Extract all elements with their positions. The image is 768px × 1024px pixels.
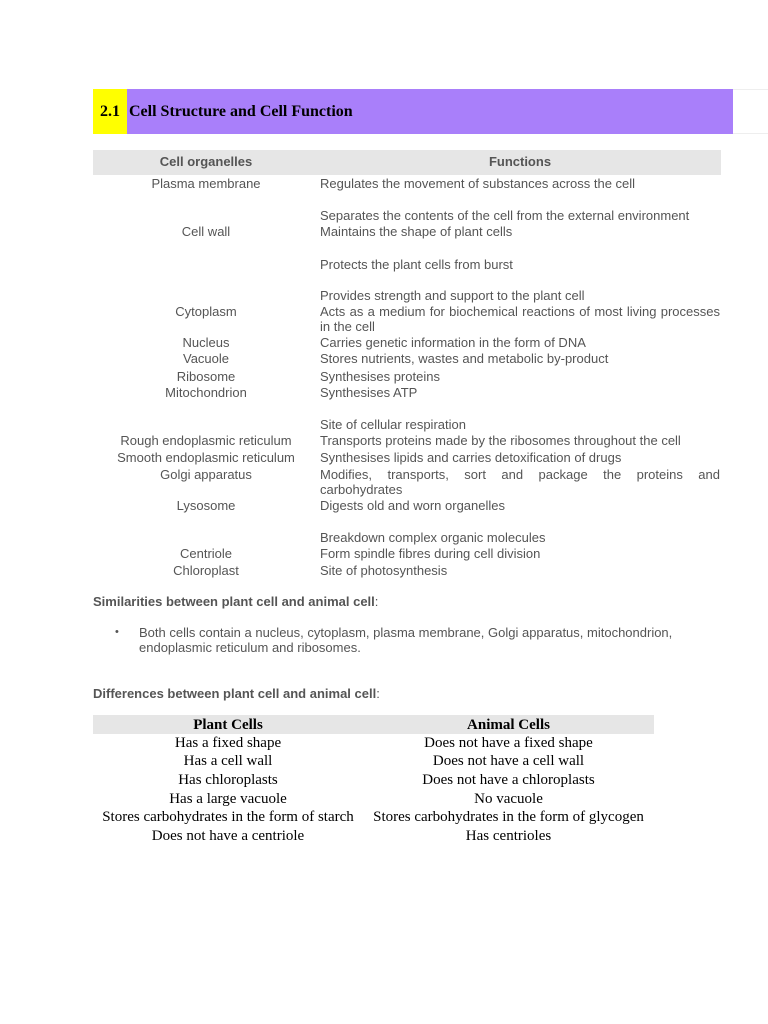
function-text: Transports proteins made by the ribosomes throughout the cell (320, 433, 681, 448)
function-text: Synthesises lipids and carries detoxification of drugs (320, 450, 622, 465)
function-text: Breakdown complex organic molecules (320, 530, 546, 545)
organelles-table-header (93, 150, 721, 175)
function-text: Provides strength and support to the plant cell (320, 288, 585, 303)
section-number: 2.1 (93, 89, 127, 134)
organelle-cell-wall: Cell wall (181, 224, 231, 239)
organelle-golgi-apparatus: Golgi apparatus (160, 467, 252, 482)
differences-label: Differences between plant cell and animal cell (93, 686, 377, 701)
function-text: Synthesises proteins (320, 369, 440, 384)
similarities-colon: : (374, 594, 379, 609)
heading-bar-extension (733, 89, 768, 134)
similarities-list-item: Both cells contain a nucleus, cytoplasm, plasma membrane, Golgi apparatus, mitochondrion, endoplasmic reticulum and ribosomes. (139, 625, 673, 655)
organelle-centriole: Centriole (179, 546, 233, 561)
function-text: Acts as a medium for biochemical reactions of most living processes in the cell (320, 304, 720, 334)
column-header-animal-cells: Animal Cells (467, 717, 550, 733)
organelle-chloroplast: Chloroplast (173, 563, 239, 578)
function-text: Synthesises ATP (320, 385, 418, 400)
column-header-plant-cells: Plant Cells (193, 717, 263, 733)
function-text: Separates the contents of the cell from the external environment (320, 208, 690, 223)
plant-cell-cell: Does not have a centriole (151, 828, 305, 844)
function-text: Stores nutrients, wastes and metabolic by-product (320, 351, 609, 366)
organelle-lysosome: Lysosome (176, 498, 236, 513)
plant-cell-cell: Has a fixed shape (174, 735, 282, 751)
function-text: Carries genetic information in the form of DNA (320, 335, 586, 350)
bullet-icon: • (115, 626, 119, 638)
organelle-rough-er: Rough endoplasmic reticulum (120, 433, 292, 448)
function-text: Site of cellular respiration (320, 417, 466, 432)
plant-cell-cell: Has a large vacuole (169, 791, 287, 807)
function-text: Modifies, transports, sort and package the proteins and carbohydrates (320, 467, 720, 497)
differences-colon: : (376, 686, 380, 701)
function-text: Site of photosynthesis (320, 563, 448, 578)
section-heading (93, 89, 733, 134)
animal-cell-cell: No vacuole (474, 791, 543, 807)
animal-cell-cell: Does not have a cell wall (432, 753, 585, 769)
function-text: Digests old and worn organelles (320, 498, 505, 513)
differences-heading (93, 686, 380, 701)
function-text: Regulates the movement of substances across the cell (320, 176, 636, 191)
organelle-ribosome: Ribosome (176, 369, 236, 384)
section-title: Cell Structure and Cell Function (127, 89, 733, 134)
animal-cell-cell: Has centrioles (465, 828, 552, 844)
organelle-smooth-er: Smooth endoplasmic reticulum (117, 450, 295, 465)
animal-cell-cell: Does not have a fixed shape (424, 735, 593, 751)
organelle-plasma-membrane: Plasma membrane (151, 176, 261, 191)
plant-cell-cell: Stores carbohydrates in the form of starch (102, 809, 354, 825)
animal-cell-cell: Stores carbohydrates in the form of glycogen (373, 809, 644, 825)
similarities-heading (93, 594, 378, 609)
column-header-organelles: Cell organelles (159, 154, 253, 169)
organelle-cytoplasm: Cytoplasm (175, 304, 237, 319)
function-text: Maintains the shape of plant cells (320, 224, 513, 239)
column-header-functions: Functions (488, 154, 552, 169)
organelle-nucleus: Nucleus (182, 335, 230, 350)
organelle-vacuole: Vacuole (182, 351, 229, 366)
animal-cell-cell: Does not have a chloroplasts (422, 772, 595, 788)
function-text: Form spindle fibres during cell division (320, 546, 541, 561)
plant-cell-cell: Has chloroplasts (178, 772, 278, 788)
function-text: Protects the plant cells from burst (320, 257, 513, 272)
similarities-label: Similarities between plant cell and animal cell (93, 594, 375, 609)
plant-cell-cell: Has a cell wall (183, 753, 273, 769)
organelle-mitochondrion: Mitochondrion (165, 385, 247, 400)
